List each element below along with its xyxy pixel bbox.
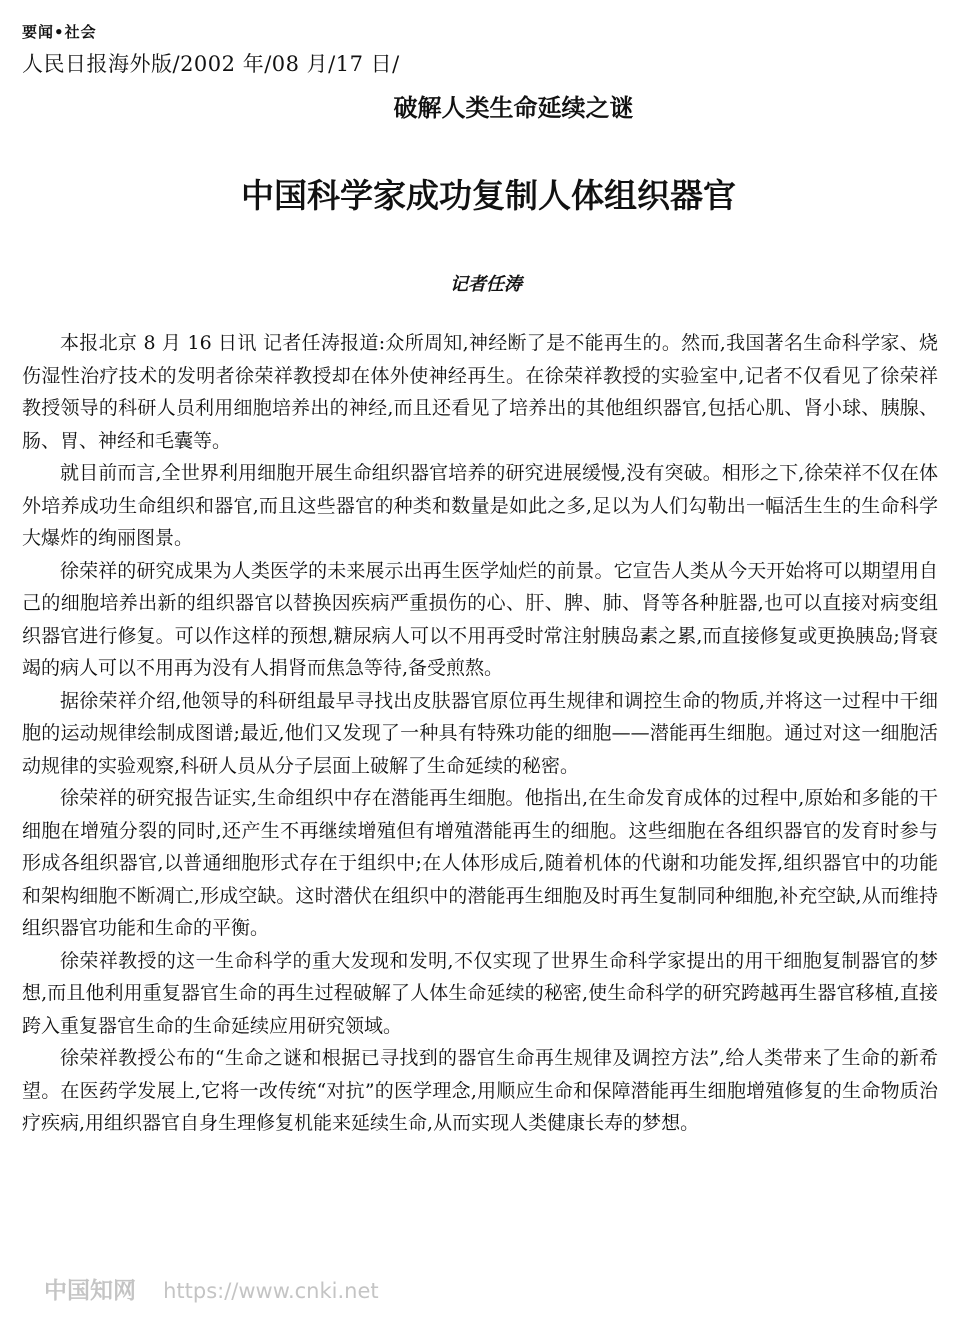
cnki-watermark: [44, 1272, 379, 1305]
watermark-name: 中国知网: [44, 1278, 136, 1304]
article-body: [22, 327, 938, 1140]
article-headline: 中国科学家成功复制人体组织器官: [241, 176, 736, 215]
article-paragraph: 徐荣祥教授公布的“生命之谜和根据已寻找到的器官生命再生规律及调控方法”,给人类带来了生命的新希望。在医药学发展上,它将一改传统“对抗”的医学理念,用顺应生命和保障潜能再生细胞增殖修复的生命物质治疗疾病,用组织器官自身生理修复机能来延续生命,从而实现人类健康长寿的梦想。: [22, 1047, 938, 1134]
article-paragraph: 据徐荣祥介绍,他领导的科研组最早寻找出皮肤器官原位再生规律和调控生命的物质,并将这一过程中干细胞的运动规律绘制成图谱;最近,他们又发现了一种具有特殊功能的细胞——潜能再生细胞。通过对这一细胞活动规律的实验观察,科研人员从分子层面上破解了生命延续的秘密。: [22, 689, 938, 777]
section-label: 要闻•社会: [22, 23, 97, 41]
article-byline: 记者任涛: [450, 274, 522, 295]
article-paragraph: 就目前而言,全世界利用细胞开展生命组织器官培养的研究进展缓慢,没有突破。相形之下,徐荣祥不仅在体外培养成功生命组织和器官,而且这些器官的种类和数量是如此之多,足以为人们勾勒出一幅活生生的生命科学大爆炸的绚丽图景。: [22, 462, 938, 549]
article-paragraph: 徐荣祥的研究成果为人类医学的未来展示出再生医学灿烂的前景。它宣告人类从今天开始将可以期望用自己的细胞培养出新的组织器官以替换因疾病严重损伤的心、肝、脾、肺、肾等各种脏器,也可以直接对病变组织器官进行修复。可以作这样的预想,糖尿病人可以不用再受时常注射胰岛素之累,而直接修复或更换胰岛;肾衰竭的病人可以不用再为没有人捐肾而焦急等待,备受煎熬。: [22, 559, 938, 679]
watermark-url: https://www.cnki.net: [163, 1279, 379, 1303]
article-paragraph: 徐荣祥的研究报告证实,生命组织中存在潜能再生细胞。他指出,在生命发育成体的过程中,原始和多能的干细胞在增殖分裂的同时,还产生不再继续增殖但有增殖潜能再生的细胞。这些细胞在各组织器官的发育时参与形成各组织器官,以普通细胞形式存在于组织中;在人体形成后,随着机体的代谢和功能发挥,组织器官中的功能和架构细胞不断凋亡,形成空缺。这时潜伏在组织中的潜能再生细胞及时再生复制同种细胞,补充空缺,从而维持组织器官功能和生命的平衡。: [22, 787, 938, 939]
article-paragraph: 徐荣祥教授的这一生命科学的重大发现和发明,不仅实现了世界生命科学家提出的用干细胞复制器官的梦想,而且他利用重复器官生命的再生过程破解了人体生命延续的秘密,使生命科学的研究跨越再生器官移植,直接跨入重复器官生命的生命延续应用研究领域。: [22, 949, 938, 1037]
publication-source: 人民日报海外版/2002 年/08 月/17 日/: [22, 52, 400, 76]
article-paragraph: 本报北京 8 月 16 日讯 记者任涛报道:众所周知,神经断了是不能再生的。然而,我国著名生命科学家、烧伤湿性治疗技术的发明者徐荣祥教授却在体外使神经再生。在徐荣祥教授的实验室中,记者不仅看见了徐荣祥教授领导的科研人员利用细胞培养出的神经,而且还看见了培养出的其他组织器官,包括心肌、肾小球、胰腺、肠、胃、神经和毛囊等。: [22, 332, 938, 452]
article-kicker: 破解人类生命延续之谜: [393, 94, 634, 122]
